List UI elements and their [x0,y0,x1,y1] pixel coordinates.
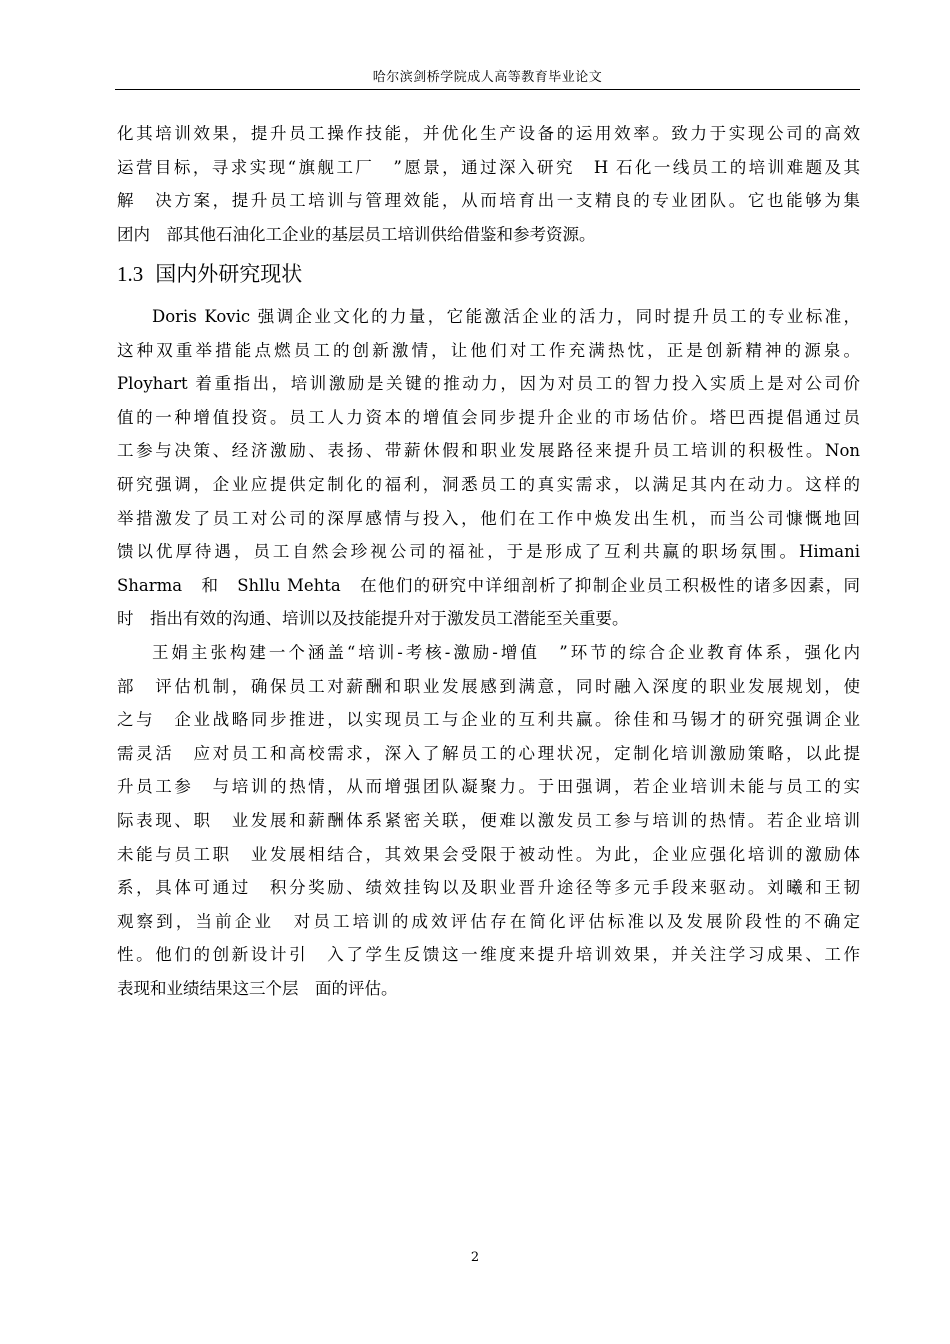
text-line: 际表现、职 业发展和薪酬体系紧密关联，便难以激发员工参与培训的热情。若企业培训 [117,810,860,830]
text-line: 王娟主张构建一个涵盖“培训-考核-激励-增值 ”环节的综合企业教育体系，强化内 [152,643,860,662]
text-line: 升员工参 与培训的热情，从而增强团队凝聚力。于田强调，若企业培训未能与员工的实 [117,777,860,797]
section-title: 国内外研究现状 [155,262,303,286]
text-line: 运营目标，寻求实现“旗舰工厂 ”愿景，通过深入研究 H 石化一线员工的培训难题及其 [117,157,860,177]
text-line: Ployhart 着重指出，培训激励是关键的推动力，因为对员工的智力投入实质上是对公司价 [117,374,860,394]
page-number: 2 [470,1250,480,1265]
text-line: 之与 企业战略同步推进，以实现员工与企业的互利共赢。徐佳和马锡才的研究强调企业 [117,710,860,730]
text-line: 团内 部其他石油化工企业的基层员工培训供给借鉴和参考资源。 [117,224,596,244]
text-line: 表现和业绩结果这三个层 面的评估。 [117,978,398,998]
paragraph-intro-continuation [117,117,860,251]
paragraph-domestic-research [117,636,860,1006]
section-number: 1.3 [117,262,144,286]
text-line: 值的一种增值投资。员工人力资本的增值会同步提升企业的市场估价。塔巴西提倡通过员 [117,407,860,427]
text-line: 部 评估机制，确保员工对薪酬和职业发展感到满意，同时融入深度的职业发展规划，使 [117,676,860,696]
running-header: 哈尔滨剑桥学院成人高等教育毕业论文 [372,70,603,85]
text-line: 馈以优厚待遇，员工自然会珍视公司的福祉，于是形成了互利共赢的职场氛围。Himani [117,542,860,562]
header-rule [115,89,860,90]
text-line: 未能与员工职 业发展相结合，其效果会受限于被动性。为此，企业应强化培训的激励体 [117,844,860,864]
paragraph-foreign-research [117,300,860,636]
text-line: 观察到，当前企业 对员工培训的成效评估存在简化评估标准以及发展阶段性的不确定 [117,911,860,931]
text-line: 系，具体可通过 积分奖励、绩效挂钩以及职业晋升途径等多元手段来驱动。刘曦和王韧 [117,878,860,898]
text-line: 需灵活 应对员工和高校需求，深入了解员工的心理状况，定制化培训激励策略，以此提 [117,743,860,763]
text-line: 化其培训效果，提升员工操作技能，并优化生产设备的运用效率。致力于实现公司的高效 [117,124,860,143]
text-line: 解 决方案，提升员工培训与管理效能，从而培育出一支精良的专业团队。它也能够为集 [117,191,860,211]
text-line: Sharma 和 Shllu Mehta 在他们的研究中详细剖析了抑制企业员工积极性的诸多因素，同 [117,575,860,595]
text-line: 时 指出有效的沟通、培训以及技能提升对于激发员工潜能至关重要。 [117,609,629,629]
section-heading [117,258,302,288]
text-line: 举措激发了员工对公司的深厚感情与投入，他们在工作中焕发出生机，而当公司慷慨地回 [117,508,860,528]
text-line: 这种双重举措能点燃员工的创新激情，让他们对工作充满热忱，正是创新精神的源泉。 [117,340,860,360]
text-line: 性。他们的创新设计引 入了学生反馈这一维度来提升培训效果，并关注学习成果、工作 [117,945,860,965]
text-line: 工参与决策、经济激励、表扬、带薪休假和职业发展路径来提升员工培训的积极性。Non [117,441,860,461]
text-line: 研究强调，企业应提供定制化的福利，洞悉员工的真实需求，以满足其内在动力。这样的 [117,474,860,494]
text-line: Doris Kovic 强调企业文化的力量，它能激活企业的活力，同时提升员工的专业标准， [152,307,860,326]
